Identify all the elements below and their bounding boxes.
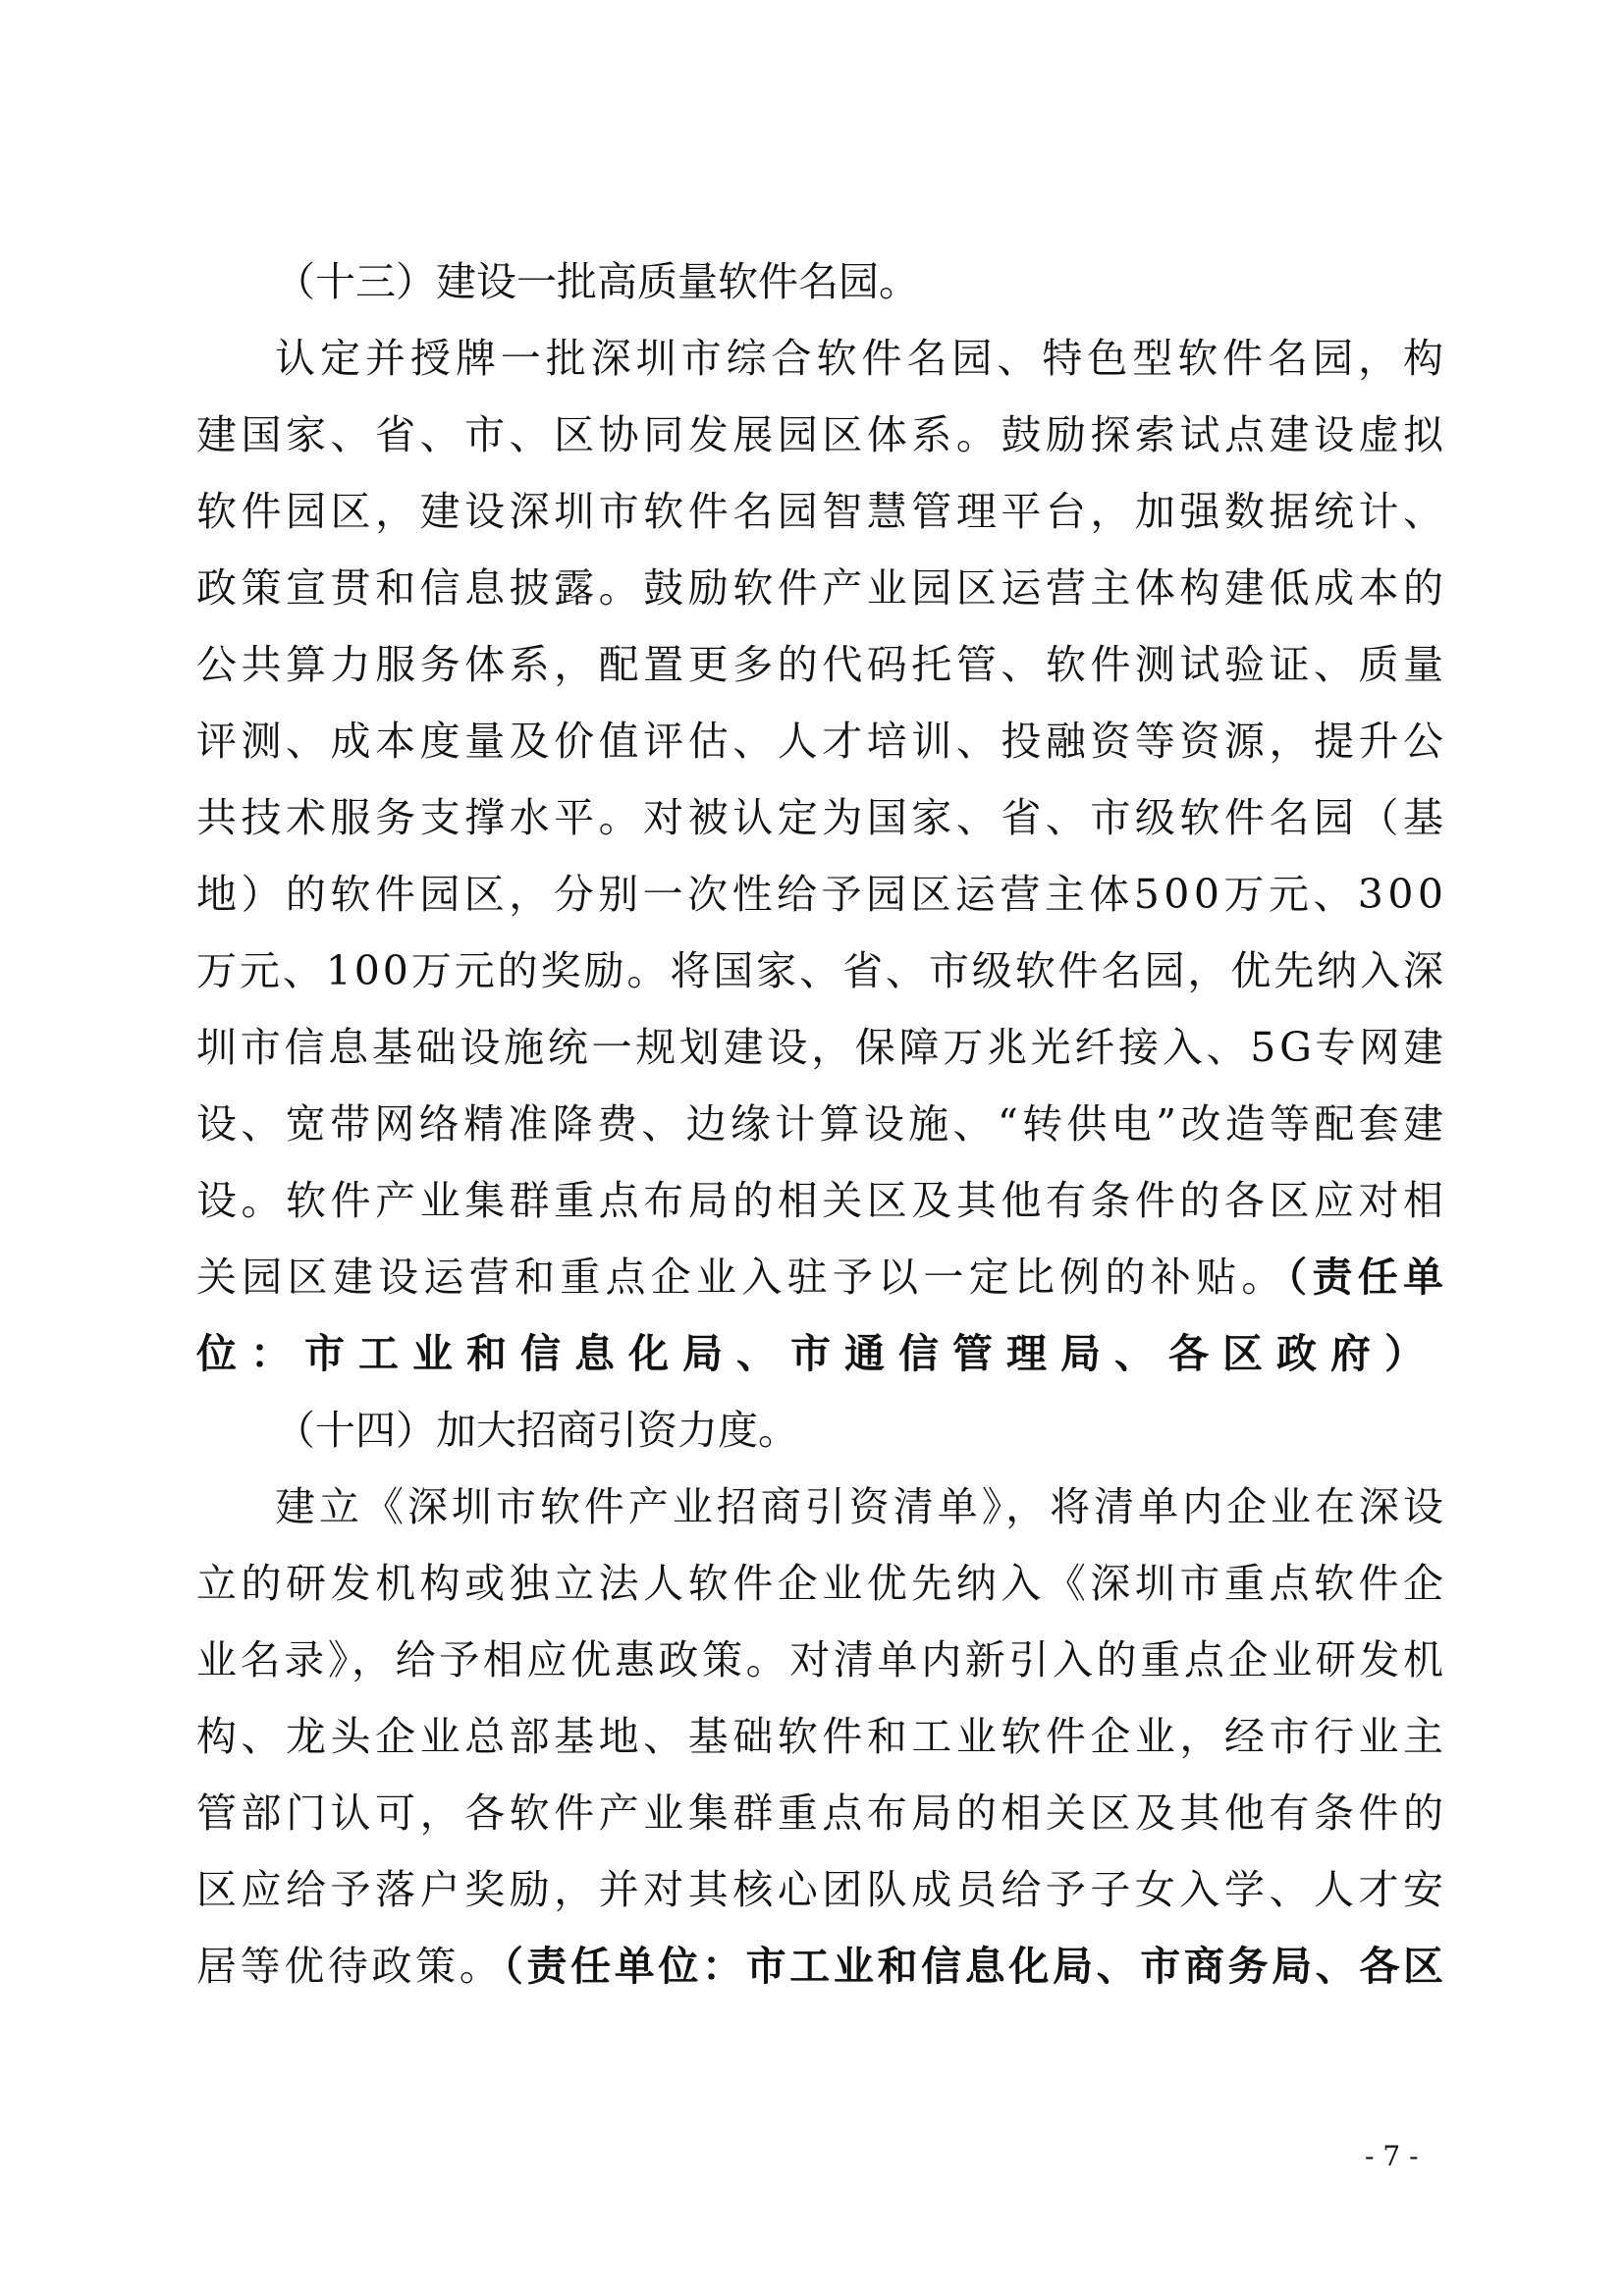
line-text: 政策宣贯和信息披露。鼓励软件产业园区运营主体构建低成本的 [196,564,1448,612]
paragraph-line [196,1315,1438,1392]
paragraph-line [196,1851,1448,1928]
page-number: - 7 - [1365,2140,1419,2172]
line-text: 业名录》，给予相应优惠政策。对清单内新引入的重点企业研发机 [196,1636,1447,1683]
paragraph-line [196,1239,1448,1315]
line-text: 设。软件产业集群重点布局的相关区及其他有条件的各区应对相 [196,1177,1448,1224]
line-text: （十四）加大招商引资力度。 [275,1407,798,1454]
paragraph-line [196,1162,1448,1239]
section-heading [275,243,919,320]
paragraph-line [196,933,1446,1009]
line-text: 位：市工业和信息化局、市通信管理局、各区政府） [196,1330,1438,1377]
line-text: 共技术服务支撑水平。对被认定为国家、省、市级软件名园（基 [196,794,1448,841]
line-text: 设、宽带网络精准降费、边缘计算设施、“转供电”改造等配套建 [196,1100,1448,1148]
line-text: 软件园区，建设深圳市软件名园智慧管理平台，加强数据统计、 [196,488,1448,535]
line-text: 评测、成本度量及价值评估、人才培训、投融资等资源，提升公 [196,718,1448,765]
paragraph-line [196,473,1448,550]
line-text: 认定并授牌一批深圳市综合软件名园、特色型软件名园，构 [275,335,1448,382]
line-text: 区应给予落户奖励，并对其核心团队成员给予子女入学、人才安 [196,1866,1448,1913]
paragraph-line [275,320,1448,397]
responsibility-note: （责任单 [1286,1254,1449,1301]
line-text: 关园区建设运营和重点企业入驻予以一定比例的补贴。 [196,1254,1287,1301]
paragraph-line [196,550,1448,626]
responsibility-note: （责任单位：市工业和信息化局、市商务局、各区 [503,1943,1447,1990]
paragraph-line [275,1468,1447,1545]
paragraph-line [196,397,1448,473]
paragraph-line [196,1928,1447,2004]
paragraph-line [196,1086,1447,1162]
line-text: 建国家、省、市、区协同发展园区体系。鼓励探索试点建设虚拟 [196,411,1448,458]
line-text: 管部门认可，各软件产业集群重点布局的相关区及其他有条件的 [196,1789,1448,1837]
section-heading [275,1392,798,1468]
line-text: 立的研发机构或独立法人软件企业优先纳入《深圳市重点软件企 [196,1560,1448,1607]
paragraph-line [196,626,1448,703]
line-text: 公共算力服务体系，配置更多的代码托管、软件测试验证、质量 [196,641,1448,688]
paragraph-line [196,703,1448,779]
paragraph-line [196,1545,1448,1622]
line-text: 万元、100万元的奖励。将国家、省、市级软件名园，优先纳入深 [196,947,1446,994]
line-text: 建立《深圳市软件产业招商引资清单》，将清单内企业在深设 [275,1483,1447,1530]
line-text: 圳市信息基础设施统一规划建设，保障万兆光纤接入、5G专网建 [196,1024,1447,1071]
paragraph-line [196,1622,1447,1698]
line-text: 地）的软件园区，分别一次性给予园区运营主体500万元、300 [196,871,1448,918]
paragraph-line [196,779,1448,856]
paragraph-line [196,1698,1448,1775]
paragraph-line [196,856,1447,933]
line-text: （十三）建设一批高质量软件名园。 [275,258,919,305]
line-text: 居等优待政策。 [196,1943,504,1990]
paragraph-line [196,1775,1448,1851]
paragraph-line [196,1009,1447,1086]
line-text: 构、龙头企业总部基地、基础软件和工业软件企业，经市行业主 [196,1713,1448,1760]
